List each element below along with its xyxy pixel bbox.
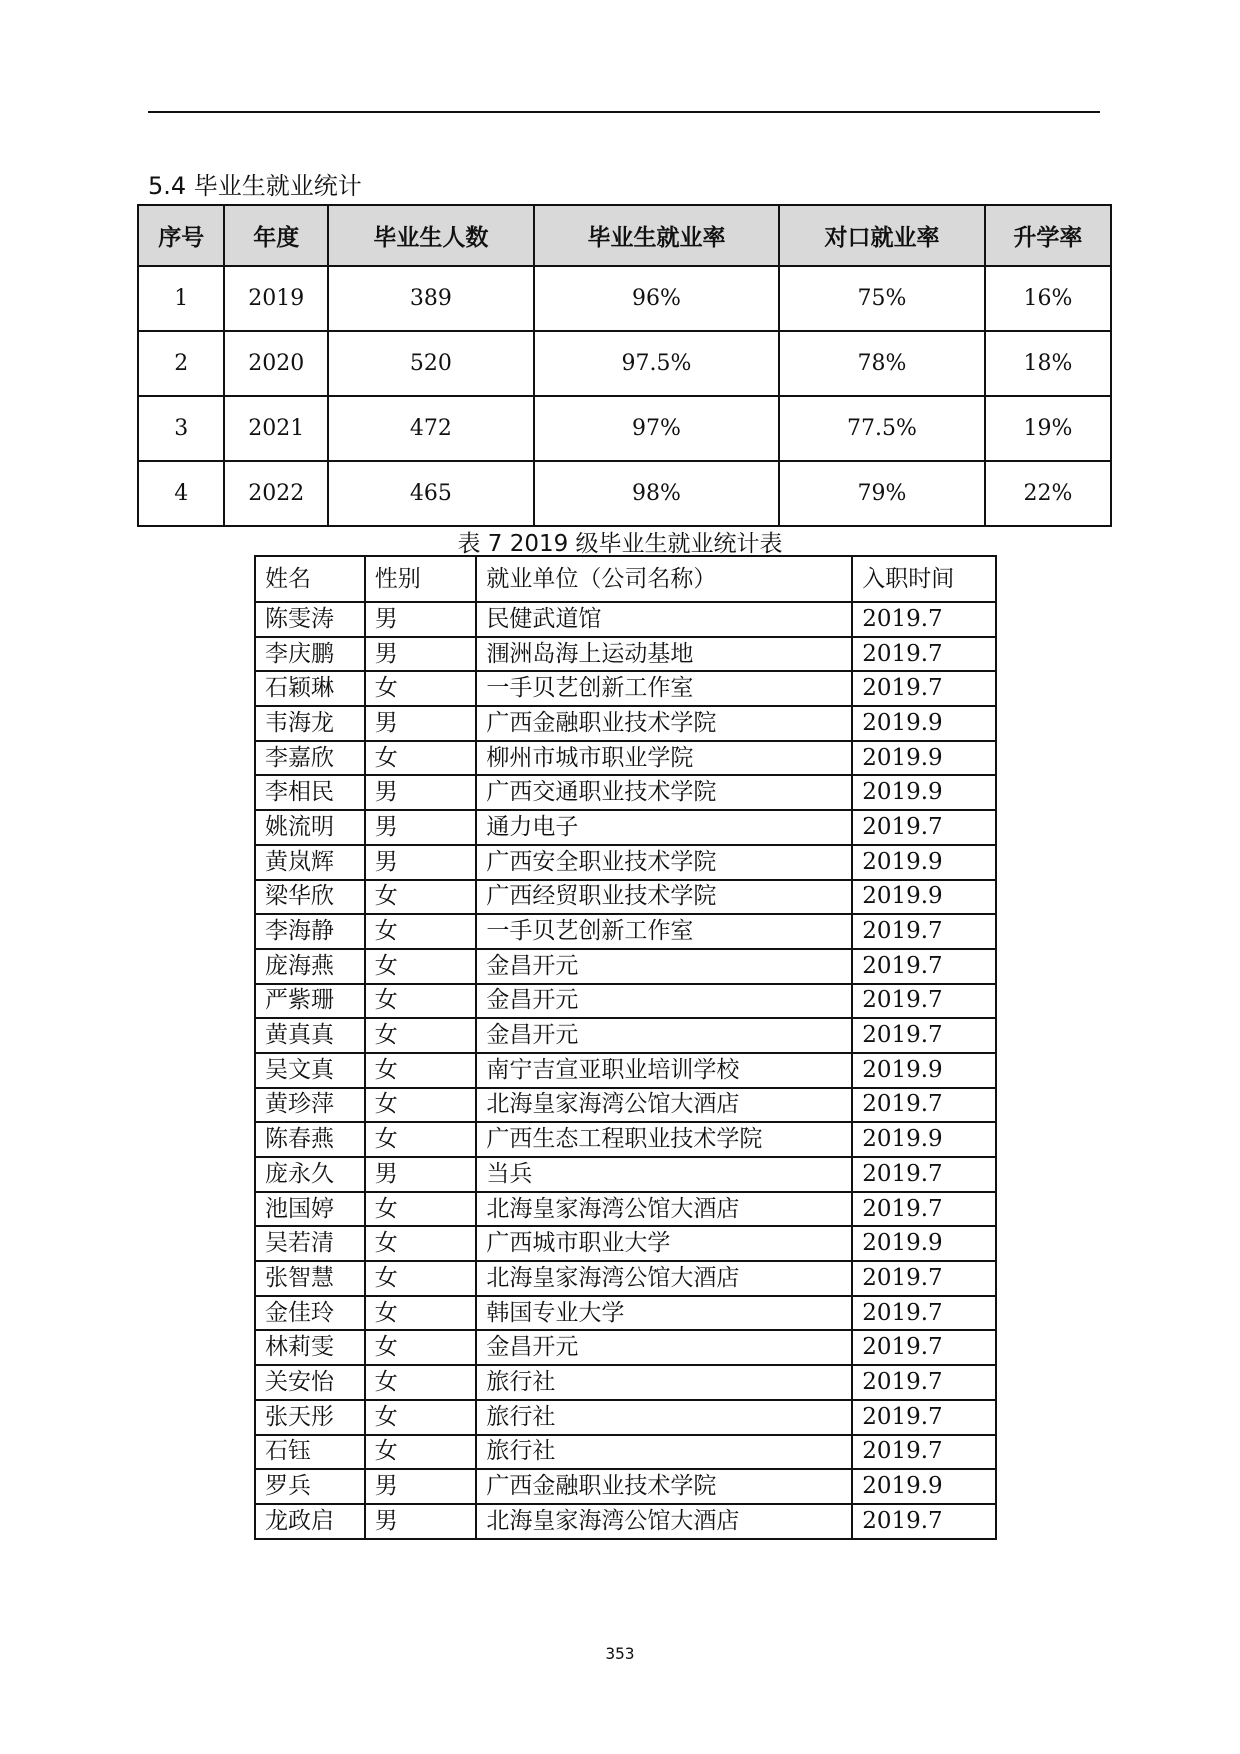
roster-cell: 女 — [365, 741, 477, 776]
roster-row — [255, 880, 996, 915]
roster-row — [255, 1261, 996, 1296]
stats-body — [138, 266, 1111, 526]
stats-cell: 465 — [328, 461, 534, 526]
roster-cell: 2019.7 — [852, 1435, 996, 1470]
roster-cell: 2019.7 — [852, 1018, 996, 1053]
stats-cell: 75% — [779, 266, 985, 331]
stats-cell: 18% — [985, 331, 1111, 396]
roster-row — [255, 845, 996, 880]
roster-cell: 一手贝艺创新工作室 — [476, 671, 852, 706]
roster-row — [255, 1192, 996, 1227]
roster-cell: 广西金融职业技术学院 — [476, 706, 852, 741]
roster-cell: 张天彤 — [255, 1400, 365, 1435]
roster-cell: 女 — [365, 1365, 477, 1400]
roster-cell: 女 — [365, 1053, 477, 1088]
roster-cell: 男 — [365, 775, 477, 810]
stats-cell: 22% — [985, 461, 1111, 526]
roster-cell: 当兵 — [476, 1157, 852, 1192]
roster-row — [255, 1400, 996, 1435]
roster-cell: 女 — [365, 1088, 477, 1123]
roster-cell: 严紫珊 — [255, 984, 365, 1019]
roster-cell: 女 — [365, 1226, 477, 1261]
roster-cell: 女 — [365, 1400, 477, 1435]
roster-cell: 旅行社 — [476, 1400, 852, 1435]
roster-cell: 2019.9 — [852, 775, 996, 810]
roster-cell: 女 — [365, 1122, 477, 1157]
roster-cell: 女 — [365, 671, 477, 706]
stats-cell: 1 — [138, 266, 224, 331]
stats-row — [138, 396, 1111, 461]
roster-cell: 女 — [365, 1192, 477, 1227]
stats-cell: 16% — [985, 266, 1111, 331]
roster-cell: 男 — [365, 1157, 477, 1192]
roster-cell: 庞海燕 — [255, 949, 365, 984]
roster-cell: 张智慧 — [255, 1261, 365, 1296]
roster-row — [255, 1018, 996, 1053]
roster-cell: 池国婷 — [255, 1192, 365, 1227]
roster-header-cell: 入职时间 — [852, 556, 996, 602]
roster-cell: 罗兵 — [255, 1469, 365, 1504]
roster-cell: 男 — [365, 706, 477, 741]
roster-cell: 吴若清 — [255, 1226, 365, 1261]
roster-cell: 2019.7 — [852, 914, 996, 949]
roster-body — [255, 556, 996, 1539]
roster-cell: 韩国专业大学 — [476, 1296, 852, 1331]
roster-row — [255, 637, 996, 672]
roster-cell: 金佳玲 — [255, 1296, 365, 1331]
stats-cell: 2019 — [224, 266, 328, 331]
roster-cell: 广西交通职业技术学院 — [476, 775, 852, 810]
roster-cell: 吴文真 — [255, 1053, 365, 1088]
roster-cell: 男 — [365, 1469, 477, 1504]
roster-cell: 2019.9 — [852, 1122, 996, 1157]
roster-row — [255, 914, 996, 949]
roster-cell: 石钰 — [255, 1435, 365, 1470]
roster-cell: 女 — [365, 949, 477, 984]
roster-cell: 北海皇家海湾公馆大酒店 — [476, 1504, 852, 1539]
roster-cell: 2019.9 — [852, 741, 996, 776]
roster-cell: 男 — [365, 602, 477, 637]
roster-cell: 2019.7 — [852, 984, 996, 1019]
stats-header-cell: 毕业生就业率 — [534, 205, 779, 266]
stats-header-cell: 升学率 — [985, 205, 1111, 266]
roster-row — [255, 1088, 996, 1123]
roster-cell: 2019.7 — [852, 1504, 996, 1539]
roster-cell: 男 — [365, 1504, 477, 1539]
roster-cell: 男 — [365, 810, 477, 845]
stats-cell: 79% — [779, 461, 985, 526]
roster-row — [255, 1157, 996, 1192]
roster-cell: 2019.7 — [852, 1365, 996, 1400]
roster-cell: 民健武道馆 — [476, 602, 852, 637]
roster-cell: 石颖琳 — [255, 671, 365, 706]
roster-row — [255, 810, 996, 845]
roster-row — [255, 984, 996, 1019]
roster-header-cell: 性别 — [365, 556, 477, 602]
roster-row — [255, 775, 996, 810]
roster-row — [255, 602, 996, 637]
roster-cell: 北海皇家海湾公馆大酒店 — [476, 1261, 852, 1296]
roster-cell: 黄岚辉 — [255, 845, 365, 880]
stats-row — [138, 331, 1111, 396]
roster-cell: 2019.7 — [852, 671, 996, 706]
roster-row — [255, 1053, 996, 1088]
roster-cell: 李嘉欣 — [255, 741, 365, 776]
roster-cell: 通力电子 — [476, 810, 852, 845]
roster-cell: 韦海龙 — [255, 706, 365, 741]
roster-cell: 2019.7 — [852, 1261, 996, 1296]
stats-cell: 78% — [779, 331, 985, 396]
roster-cell: 2019.9 — [852, 1053, 996, 1088]
roster-cell: 2019.7 — [852, 1157, 996, 1192]
roster-cell: 广西经贸职业技术学院 — [476, 880, 852, 915]
roster-cell: 2019.7 — [852, 1400, 996, 1435]
roster-cell: 陈春燕 — [255, 1122, 365, 1157]
roster-cell: 女 — [365, 1330, 477, 1365]
roster-cell: 旅行社 — [476, 1435, 852, 1470]
roster-cell: 女 — [365, 984, 477, 1019]
roster-cell: 涠洲岛海上运动基地 — [476, 637, 852, 672]
roster-cell: 广西城市职业大学 — [476, 1226, 852, 1261]
page-number: 353 — [605, 1644, 635, 1663]
stats-cell: 97.5% — [534, 331, 779, 396]
roster-row — [255, 1504, 996, 1539]
roster-cell: 女 — [365, 1435, 477, 1470]
roster-cell: 广西生态工程职业技术学院 — [476, 1122, 852, 1157]
stats-cell: 3 — [138, 396, 224, 461]
roster-cell: 2019.7 — [852, 1088, 996, 1123]
roster-header-cell: 姓名 — [255, 556, 365, 602]
roster-cell: 2019.7 — [852, 1192, 996, 1227]
header-rule — [148, 111, 1100, 113]
roster-row — [255, 1296, 996, 1331]
stats-row — [138, 266, 1111, 331]
stats-cell: 389 — [328, 266, 534, 331]
roster-row — [255, 1469, 996, 1504]
stats-header-row — [138, 205, 1111, 266]
roster-cell: 2019.7 — [852, 602, 996, 637]
stats-cell: 2 — [138, 331, 224, 396]
stats-cell: 4 — [138, 461, 224, 526]
stats-cell: 2022 — [224, 461, 328, 526]
roster-cell: 女 — [365, 1261, 477, 1296]
roster-cell: 北海皇家海湾公馆大酒店 — [476, 1088, 852, 1123]
roster-row — [255, 1435, 996, 1470]
roster-cell: 李庆鹏 — [255, 637, 365, 672]
roster-cell: 2019.7 — [852, 1330, 996, 1365]
roster-cell: 金昌开元 — [476, 1330, 852, 1365]
roster-cell: 柳州市城市职业学院 — [476, 741, 852, 776]
section-heading: 5.4 毕业生就业统计 — [148, 172, 362, 200]
stats-cell: 520 — [328, 331, 534, 396]
roster-cell: 女 — [365, 1018, 477, 1053]
roster-row — [255, 671, 996, 706]
roster-header-cell: 就业单位（公司名称） — [476, 556, 852, 602]
roster-cell: 旅行社 — [476, 1365, 852, 1400]
roster-cell: 北海皇家海湾公馆大酒店 — [476, 1192, 852, 1227]
stats-cell: 97% — [534, 396, 779, 461]
roster-row — [255, 1122, 996, 1157]
roster-header-row — [255, 556, 996, 602]
roster-cell: 金昌开元 — [476, 984, 852, 1019]
stats-header-cell: 年度 — [224, 205, 328, 266]
employment-stats-table — [137, 204, 1112, 527]
roster-row — [255, 741, 996, 776]
roster-cell: 陈雯涛 — [255, 602, 365, 637]
roster-cell: 一手贝艺创新工作室 — [476, 914, 852, 949]
roster-cell: 2019.7 — [852, 810, 996, 845]
stats-cell: 472 — [328, 396, 534, 461]
roster-row — [255, 1330, 996, 1365]
roster-cell: 姚流明 — [255, 810, 365, 845]
roster-cell: 2019.7 — [852, 949, 996, 984]
stats-cell: 2021 — [224, 396, 328, 461]
roster-cell: 关安怡 — [255, 1365, 365, 1400]
roster-cell: 金昌开元 — [476, 1018, 852, 1053]
roster-cell: 2019.7 — [852, 1296, 996, 1331]
roster-row — [255, 706, 996, 741]
roster-cell: 2019.9 — [852, 706, 996, 741]
roster-cell: 2019.9 — [852, 1469, 996, 1504]
stats-header-cell: 序号 — [138, 205, 224, 266]
stats-cell: 19% — [985, 396, 1111, 461]
roster-cell: 黄珍萍 — [255, 1088, 365, 1123]
roster-cell: 梁华欣 — [255, 880, 365, 915]
stats-cell: 77.5% — [779, 396, 985, 461]
roster-cell: 庞永久 — [255, 1157, 365, 1192]
stats-header-cell: 毕业生人数 — [328, 205, 534, 266]
roster-row — [255, 1226, 996, 1261]
roster-cell: 2019.7 — [852, 637, 996, 672]
roster-cell: 2019.9 — [852, 1226, 996, 1261]
stats-cell: 2020 — [224, 331, 328, 396]
roster-cell: 男 — [365, 845, 477, 880]
roster-cell: 2019.9 — [852, 845, 996, 880]
stats-cell: 96% — [534, 266, 779, 331]
roster-caption: 表 7 2019 级毕业生就业统计表 — [457, 531, 783, 557]
graduate-roster-table — [254, 555, 997, 1540]
roster-cell: 2019.9 — [852, 880, 996, 915]
roster-cell: 女 — [365, 880, 477, 915]
stats-header-cell: 对口就业率 — [779, 205, 985, 266]
roster-cell: 女 — [365, 914, 477, 949]
roster-cell: 李海静 — [255, 914, 365, 949]
stats-row — [138, 461, 1111, 526]
roster-cell: 龙政启 — [255, 1504, 365, 1539]
roster-cell: 男 — [365, 637, 477, 672]
roster-cell: 黄真真 — [255, 1018, 365, 1053]
stats-cell: 98% — [534, 461, 779, 526]
roster-cell: 女 — [365, 1296, 477, 1331]
roster-cell: 李相民 — [255, 775, 365, 810]
roster-cell: 林莉雯 — [255, 1330, 365, 1365]
roster-cell: 南宁吉宣亚职业培训学校 — [476, 1053, 852, 1088]
roster-cell: 金昌开元 — [476, 949, 852, 984]
roster-cell: 广西安全职业技术学院 — [476, 845, 852, 880]
roster-row — [255, 1365, 996, 1400]
roster-row — [255, 949, 996, 984]
roster-cell: 广西金融职业技术学院 — [476, 1469, 852, 1504]
